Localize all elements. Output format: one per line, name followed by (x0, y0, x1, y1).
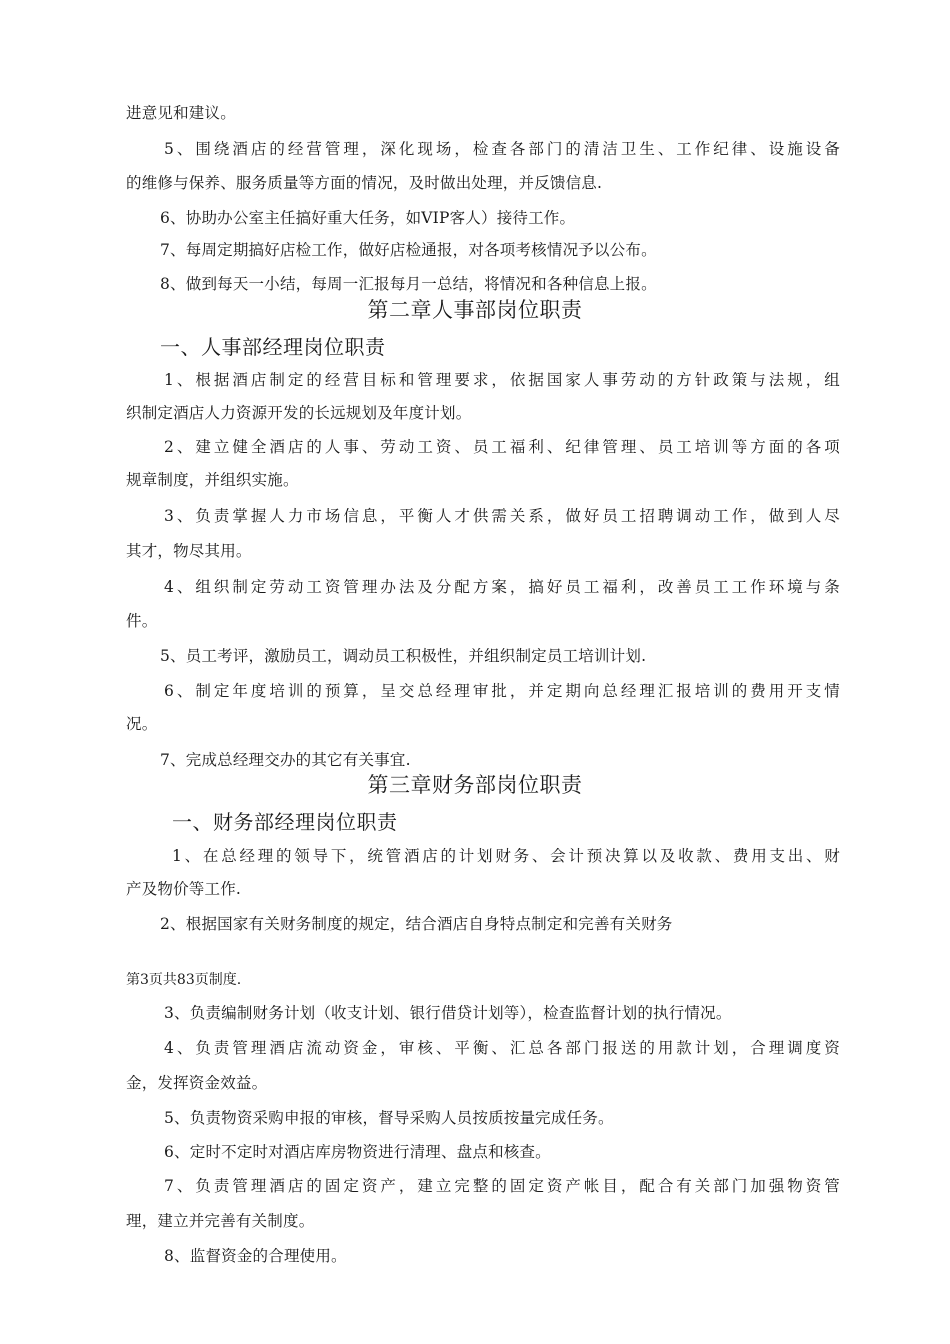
page-footer: 第3页共83页制度. (126, 972, 242, 988)
paragraph-line: 1、根据酒店制定的经营目标和管理要求，依据国家人事劳动的方针政策与法规，组 (164, 371, 840, 389)
paragraph-line: 2、建立健全酒店的人事、劳动工资、员工福利、纪律管理、员工培训等方面的各项 (164, 438, 840, 456)
paragraph-line: 5、员工考评，激励员工，调动员工积极性，并组织制定员工培训计划. (160, 647, 647, 665)
paragraph-line: 5、负责物资采购申报的审核，督导采购人员按质按量完成任务。 (164, 1109, 614, 1127)
chapter-heading: 第二章人事部岗位职责 (367, 298, 583, 322)
paragraph-line: 7、完成总经理交办的其它有关事宜. (160, 751, 411, 769)
paragraph-line: 产及物价等工作. (126, 880, 242, 898)
paragraph-line: 4、组织制定劳动工资管理办法及分配方案，搞好员工福利，改善员工工作环境与条 (164, 578, 840, 596)
paragraph-line: 8、做到每天一小结，每周一汇报每月一总结，将情况和各种信息上报。 (160, 275, 657, 293)
paragraph-line: 8、监督资金的合理使用。 (164, 1247, 347, 1265)
section-heading: 一、财务部经理岗位职责 (172, 810, 398, 834)
paragraph-line: 6、定时不定时对酒店库房物资进行清理、盘点和核查。 (164, 1143, 551, 1161)
paragraph-line: 织制定酒店人力资源开发的长远规划及年度计划。 (126, 404, 472, 422)
paragraph-line: 其才，物尽其用。 (126, 542, 252, 560)
paragraph-line: 7、负责管理酒店的固定资产，建立完整的固定资产帐目，配合有关部门加强物资管 (164, 1177, 840, 1195)
paragraph-line: 件。 (126, 612, 158, 630)
chapter-heading: 第三章财务部岗位职责 (367, 773, 583, 797)
paragraph-line: 1、在总经理的领导下，统管酒店的计划财务、会计预决算以及收款、费用支出、财 (172, 847, 840, 865)
paragraph-line: 金，发挥资金效益。 (126, 1074, 268, 1092)
paragraph-line: 4、负责管理酒店流动资金，审核、平衡、汇总各部门报送的用款计划，合理调度资 (164, 1039, 840, 1057)
paragraph-line: 进意见和建议。 (126, 104, 236, 122)
paragraph-line: 理，建立并完善有关制度。 (126, 1212, 315, 1230)
section-heading: 一、人事部经理岗位职责 (160, 335, 386, 359)
paragraph-line: 7、每周定期搞好店检工作，做好店检通报，对各项考核情况予以公布。 (160, 241, 657, 259)
paragraph-line: 6、协助办公室主任搞好重大任务，如VIP客人）接待工作。 (160, 209, 576, 227)
paragraph-line: 5、围绕酒店的经营管理，深化现场，检查各部门的清洁卫生、工作纪律、设施设备 (164, 140, 840, 158)
paragraph-line: 3、负责掌握人力市场信息，平衡人才供需关系，做好员工招聘调动工作，做到人尽 (164, 507, 840, 525)
paragraph-line: 3、负责编制财务计划（收支计划、银行借贷计划等），检查监督计划的执行情况。 (164, 1004, 732, 1022)
paragraph-line: 2、根据国家有关财务制度的规定，结合酒店自身特点制定和完善有关财务 (160, 915, 673, 933)
paragraph-line: 规章制度，并组织实施。 (126, 471, 299, 489)
paragraph-line: 况。 (126, 715, 158, 733)
paragraph-line: 6、制定年度培训的预算，呈交总经理审批，并定期向总经理汇报培训的费用开支情 (164, 682, 840, 700)
paragraph-line: 的维修与保养、服务质量等方面的情况，及时做出处理，并反馈信息. (126, 174, 603, 192)
